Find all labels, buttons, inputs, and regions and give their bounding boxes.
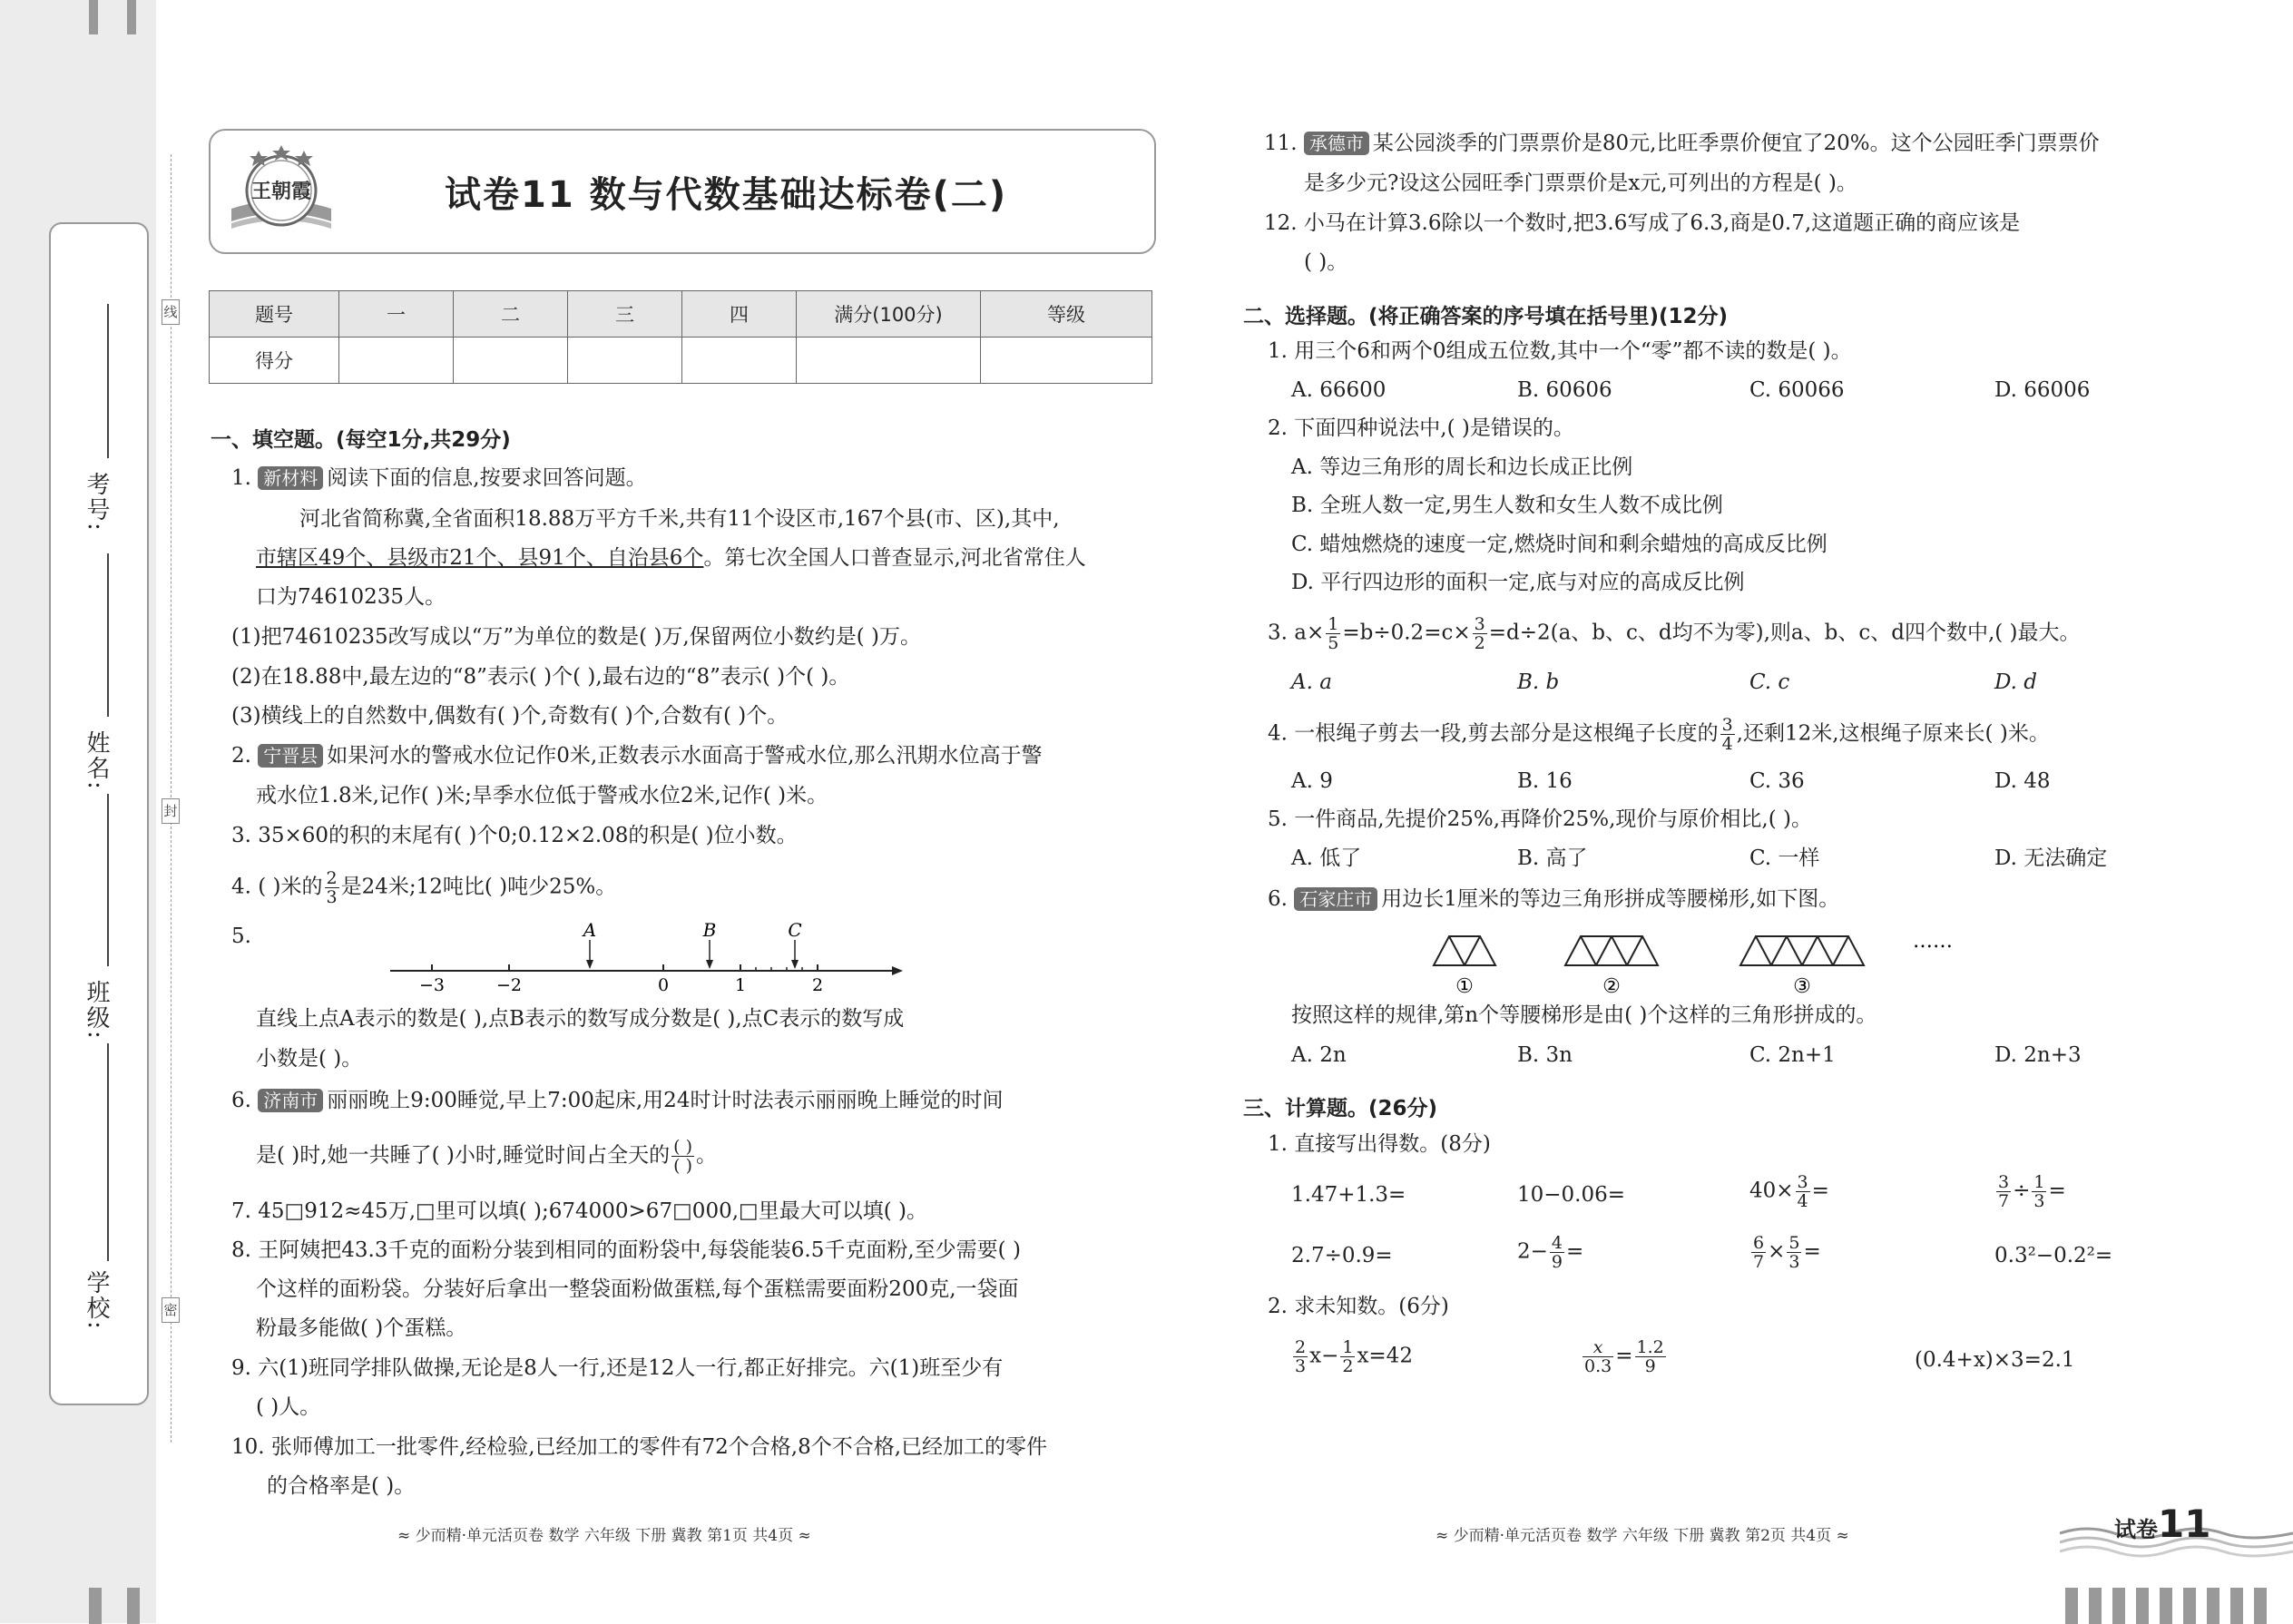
calc-item: $\frac{3}{7}$ ÷ $\frac{1}{3}$ = [1998,1172,2066,1211]
option[interactable]: C. 60066 [1749,378,1845,402]
section1-heading: 一、填空题。(每空1分,共29分) [211,428,511,452]
q8-line3: 粉最多能做( )个蛋糕。 [256,1316,467,1340]
tick-label: 1 [734,975,747,993]
region-tag: 石家庄市 [1294,887,1377,911]
page-title: 试卷11 数与代数基础达标卷(二) [445,174,1008,216]
c1: 1. 用三个6和两个0组成五位数,其中一个“零”都不读的数是( )。 [1268,339,1852,363]
option[interactable]: B. 3n [1517,1043,1573,1067]
q4: 4. ( )米的 $\frac{2}{3}$ 是24米;12吨比( )吨少25%。 [231,868,617,907]
c3: 3. a× $\frac{1}{5}$ =b÷0.2=c× $\frac{3}{2}$ =d÷2(a、b、c、d均不为零),则a、b、c、d四个数中,( )最大。 [1268,614,2081,653]
option[interactable]: B. b [1517,670,1560,694]
registration-mark [89,0,98,34]
q8: 8. 王阿姨把43.3千克的面粉分装到相同的面粉袋中,每袋能装6.5千克面粉,至少需要( ) [231,1238,1021,1262]
student-info-box [49,222,149,1405]
score-input-cell[interactable] [454,338,568,384]
exam-number-label: 考号: [83,472,110,533]
name-field[interactable] [107,553,109,717]
registration-mark [2112,1588,2125,1624]
option[interactable]: D. 无法确定 [1994,846,2108,870]
calc2-heading: 2. 求未知数。(6分) [1268,1295,1449,1318]
region-tag: 宁晋县 [258,744,323,768]
c6: 6. 石家庄市 用边长1厘米的等边三角形拼成等腰梯形,如下图。 [1268,887,1840,911]
q5-line1: 直线上点A表示的数是( ),点B表示的数写成分数是( ),点C表示的数写成 [256,1007,905,1031]
option[interactable]: C. 蜡烛燃烧的速度一定,燃烧时间和剩余蜡烛的高成反比例 [1291,533,1828,556]
exam-number-field[interactable] [107,304,109,458]
number-line [381,918,907,993]
school-field[interactable] [107,1043,109,1261]
option[interactable]: C. 一样 [1749,846,1820,870]
option[interactable]: D. 48 [1994,769,2051,793]
tick-label: 0 [657,975,670,993]
q10-line2: 的合格率是( )。 [267,1474,416,1498]
option[interactable]: A. 2n [1291,1043,1347,1067]
option[interactable]: D. 平行四边形的面积一定,底与对应的高成反比例 [1291,571,1745,594]
score-input-cell[interactable] [682,338,797,384]
registration-mark [2183,1588,2196,1624]
tick-label: −3 [418,975,446,993]
score-input-cell[interactable] [797,338,981,384]
q5-line2: 小数是( )。 [256,1047,363,1071]
option[interactable]: D. d [1994,670,2037,694]
option[interactable]: A. a [1291,670,1332,694]
registration-mark [2207,1588,2220,1624]
score-input-cell[interactable] [339,338,454,384]
option[interactable]: B. 高了 [1517,846,1588,870]
q7: 7. 45□912≈45万,□里可以填( );674000>67□000,□里最大可以填( )。 [231,1199,928,1223]
calc-item: 10−0.06= [1517,1183,1626,1207]
calc-item: 40× $\frac{3}{4}$ = [1749,1172,1829,1211]
equation: $\frac{x}{0.3}$ = $\frac{1.2}{9}$ [1584,1337,1664,1376]
cut-mark: 密 [162,1297,180,1323]
q1-sub1: (1)把74610235改写成以“万”为单位的数是( )万,保留两位小数约是( )万。 [231,625,921,649]
registration-mark [2254,1588,2267,1624]
table-cell: 等级 [981,291,1152,338]
calc-item: 2.7÷0.9= [1291,1244,1393,1267]
option[interactable]: C. 36 [1749,769,1805,793]
q1-paragraph: 口为74610235人。 [256,585,446,609]
registration-mark [2089,1588,2102,1624]
c6-line2: 按照这样的规律,第n个等腰梯形是由( )个这样的三角形拼成的。 [1291,1003,1877,1027]
q5-number: 5. [231,925,251,948]
registration-mark [2160,1588,2172,1624]
region-tag: 济南市 [258,1089,323,1112]
point-label: A [583,919,597,941]
registration-mark [127,1588,140,1624]
figure-label: ③ [1793,975,1811,996]
calc-item: 1.47+1.3= [1291,1183,1406,1207]
equation: (0.4+x)×3=2.1 [1915,1348,2075,1372]
q1-sub3: (3)横线上的自然数中,偶数有( )个,奇数有( )个,合数有( )个。 [231,704,789,728]
q1: 1. 新材料 阅读下面的信息,按要求回答问题。 [231,466,647,490]
c4: 4. 一根绳子剪去一段,剪去部分是这根绳子长度的 $\frac{3}{4}$ ,还剩12米,这根绳子原来长( )米。 [1268,715,2050,754]
q6-line2: 是( )时,她一共睡了( )小时,睡觉时间占全天的 $\frac{( )}{( )}$ 。 [256,1137,718,1176]
brand-logo [222,138,340,240]
option[interactable]: C. c [1749,670,1790,694]
q6: 6. 济南市 丽丽晚上9:00睡觉,早上7:00起床,用24时计时法表示丽丽晚上睡觉的时间 [231,1089,1004,1112]
footer-left: ≈ 少而精·单元活页卷 数学 六年级 下册 冀教 第1页 共4页 ≈ [397,1527,811,1545]
equation: $\frac{2}{3}$ x− $\frac{1}{2}$ x=42 [1295,1337,1413,1376]
option[interactable]: B. 全班人数一定,男生人数和女生人数不成比例 [1291,494,1723,517]
c2: 2. 下面四种说法中,( )是错误的。 [1268,416,1574,440]
tick-label: 2 [811,975,824,993]
table-cell: 二 [454,291,568,338]
footer-right: ≈ 少而精·单元活页卷 数学 六年级 下册 冀教 第2页 共4页 ≈ [1436,1527,1849,1545]
c5: 5. 一件商品,先提价25%,再降价25%,现价与原价相比,( )。 [1268,807,1812,831]
option[interactable]: D. 66006 [1994,378,2091,402]
option[interactable]: D. 2n+3 [1994,1043,2082,1067]
score-input-cell[interactable] [568,338,682,384]
q12-line2: ( )。 [1304,250,1348,274]
calc-item: 0.3²−0.2²= [1994,1244,2113,1267]
option[interactable]: A. 低了 [1291,846,1362,870]
section2-heading: 二、选择题。(将正确答案的序号填在括号里)(12分) [1243,305,1729,328]
table-cell: 得分 [210,338,339,384]
figure-label: ② [1602,975,1621,996]
point-label: B [702,919,717,941]
trapezoid-figure [1425,924,2141,996]
score-input-cell[interactable] [981,338,1152,384]
q8-line2: 个这样的面粉袋。分装好后拿出一整袋面粉做蛋糕,每个蛋糕需要面粉200克,一袋面 [256,1277,1019,1301]
registration-mark [89,1588,102,1624]
region-tag: 承德市 [1304,132,1369,155]
table-cell: 一 [339,291,454,338]
table-cell: 题号 [210,291,339,338]
q1-paragraph: 河北省简称冀,全省面积18.88万平方千米,共有11个设区市,167个县(市、区),其中, [299,507,1060,531]
q11: 11. 承德市 某公园淡季的门票票价是80元,比旺季票价便宜了20%。这个公园旺季门票票价 [1264,132,2100,155]
q1-paragraph: 市辖区49个、县级市21个、县91个、自治县6个。第七次全国人口普查显示,河北省常住人 [256,546,1086,570]
class-label: 班级: [83,980,110,1041]
q2-line2: 戒水位1.8米,记作( )米;旱季水位低于警戒水位2米,记作( )米。 [256,784,828,807]
table-cell: 三 [568,291,682,338]
q3: 3. 35×60的积的末尾有( )个0;0.12×2.08的积是( )位小数。 [231,824,798,847]
logo-text: 王朝霞 [250,180,312,203]
option[interactable]: C. 2n+1 [1749,1043,1836,1067]
q9-line2: ( )人。 [256,1395,321,1419]
registration-mark [2230,1588,2243,1624]
region-tag: 新材料 [258,466,323,490]
registration-mark [127,0,136,34]
table-cell: 四 [682,291,797,338]
school-label: 学校: [83,1270,110,1331]
q10: 10. 张师傅加工一批零件,经检验,已经加工的零件有72个合格,8个不合格,已经加工的零件 [231,1435,1048,1459]
q2: 2. 宁晋县 如果河水的警戒水位记作0米,正数表示水面高于警戒水位,那么汛期水位高于警 [231,744,1043,768]
name-label: 姓名: [83,730,110,791]
q9: 9. 六(1)班同学排队做操,无论是8人一行,还是12人一行,都正好排完。六(1)班至少有 [231,1356,1004,1380]
option[interactable]: A. 66600 [1291,378,1387,402]
figure-label: …… [1913,930,1953,953]
q1-sub2: (2)在18.88中,最左边的“8”表示( )个( ),最右边的“8”表示( )个( )。 [231,665,850,689]
option[interactable]: A. 等边三角形的周长和边长成正比例 [1291,455,1633,479]
calc-item: 2− $\frac{4}{9}$ = [1517,1233,1584,1272]
option[interactable]: B. 60606 [1517,378,1612,402]
table-cell: 满分(100分) [797,291,981,338]
option[interactable]: A. 9 [1291,769,1333,793]
registration-mark [2065,1588,2078,1624]
registration-mark [2136,1588,2149,1624]
q11-line2: 是多少元?设这公园旺季门票票价是x元,可列出的方程是( )。 [1304,171,1857,195]
point-label: C [788,919,802,941]
calc-item: $\frac{6}{7}$ × $\frac{5}{3}$ = [1753,1233,1821,1272]
figure-label: ① [1455,975,1474,996]
cut-mark: 封 [162,798,180,824]
cut-mark: 线 [162,299,180,325]
tick-label: −2 [495,975,523,993]
section3-heading: 三、计算题。(26分) [1243,1097,1438,1120]
class-field[interactable] [107,794,109,966]
q12: 12. 小马在计算3.6除以一个数时,把3.6写成了6.3,商是0.7,这道题正确的商应该是 [1264,211,2021,235]
page-badge: 试卷11 [2114,1502,2211,1546]
calc1-heading: 1. 直接写出得数。(8分) [1268,1132,1491,1156]
score-table [209,290,1152,384]
option[interactable]: B. 16 [1517,769,1573,793]
